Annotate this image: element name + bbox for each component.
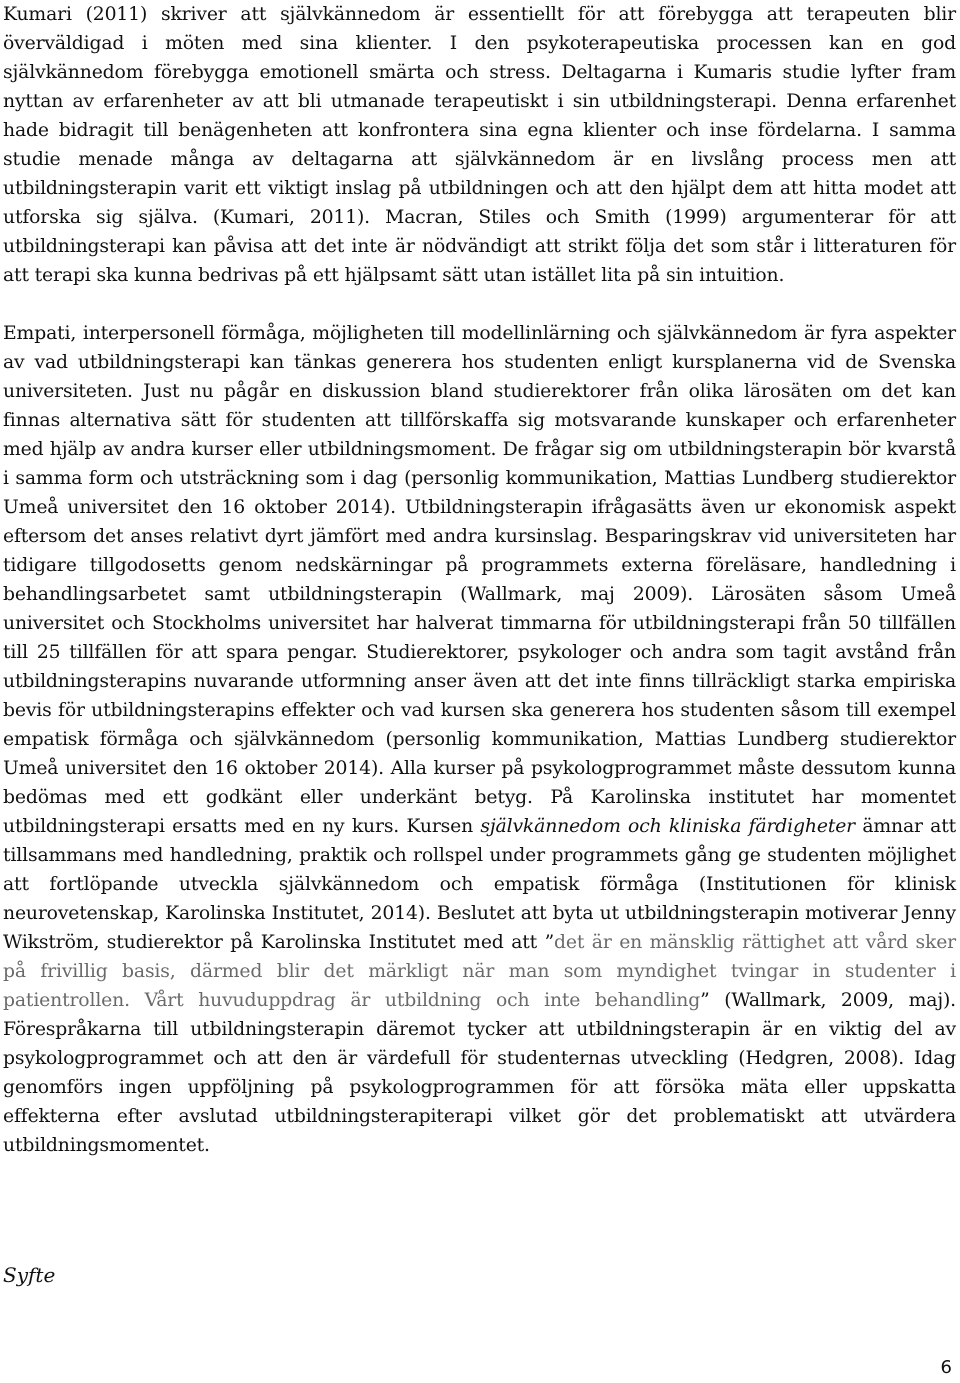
course-title: självkännedom och kliniska färdigheter <box>480 816 856 837</box>
document-body <box>3 0 956 1160</box>
paragraph-text-part-2: ämnar att tillsammans med handledning, praktik och rollspel under programmets gång ge studenten möjlighet att fortlöpande utveckla självkännedom och empatisk förmåga (Institutionen för klinisk neurovetenskap, Karolinska Institutet, 2014). Beslutet att byta ut utbildningsterapin motiverar Jenny Wikström, studierektor på Karolinska Institutet med att ” <box>3 816 956 953</box>
paragraph-kumari: Kumari (2011) skriver att självkännedom är essentiellt för att förebygga att terapeuten blir överväldigad i möten med sina klienter. I den psykoterapeutiska processen kan en god självkännedom förebygga emotionell smärta och stress. Deltagarna i Kumaris studie lyfter fram nyttan av erfarenheter av att bli utmanade terapeutiskt i sin utbildningsterapi. Denna erfarenhet hade bidragit till benägenheten att konfrontera sina egna klienter och inse fördelarna. I samma studie menade många av deltagarna att självkännedom är en livslång process men att utbildningsterapin varit ett viktigt inslag på utbildningen och att den hjälpt dem att hitta modet att utforska sig själva. (Kumari, 2011). Macran, Stiles och Smith (1999) argumenterar för att utbildningsterapi kan påvisa att det inte är nödvändigt att strikt följa det som står i litteraturen för att terapi ska kunna bedrivas på ett hjälpsamt sätt utan istället lita på sin intuition. <box>3 4 956 286</box>
paragraph-training-therapy <box>3 319 956 1160</box>
paragraph-text-part-3: ” (Wallmark, 2009, maj). Förespråkarna till utbildningsterapin däremot tycker att utbildningsterapin är en viktig del av psykologprogrammet och att den är värdefull för studenternas utveckling (Hedgren, 2008). Idag genomförs ingen uppföljning på psykologprogrammen för att försöka mäta eller uppskatta effekterna efter avslutad utbildningsterapiterapi vilket gör det problematiskt att utvärdera utbildningsmomentet. <box>3 990 956 1156</box>
quoted-statement: det är en mänsklig rättighet att vård sker på frivillig basis, därmed blir det märkligt när man som myndighet tvingar in studenter i patientrollen. Vårt huvuduppdrag är utbildning och inte behandling <box>3 932 956 1011</box>
paragraph-text-part-1: Empati, interpersonell förmåga, möjligheten till modellinlärning och självkännedom är fyra aspekter av vad utbildningsterapi kan tänkas generera hos studenten enligt kursplanerna vid de Svenska universiteten. Just nu pågår en diskussion bland studierektorer från olika lärosäten om det kan finnas alternativa sätt för studenten att tillförskaffa sig motsvarande kunskaper och erfarenheter med hjälp av andra kurser eller utbildningsmoment. De frågar sig om utbildningsterapin bör kvarstå i samma form och utsträckning som i dag (personlig kommunikation, Mattias Lundberg studierektor Umeå universitet den 16 oktober 2014). Utbildningsterapin ifrågasätts även ur ekonomisk aspekt eftersom det anses relativt dyrt jämfört med andra kursinslag. Besparingskrav vid universiteten har tidigare tillgodosetts genom nedskärningar på programmets externa föreläsare, handledning i behandlingsarbetet samt utbildningsterapin (Wallmark, maj 2009). Lärosäten såsom Umeå universitet och Stockholms universitet har halverat timmarna för utbildningsterapi från 50 tillfällen till 25 tillfällen för att spara pengar. Studierektorer, psykologer och andra som tagit avstånd från utbildningsterapins nuvarande utformning anser även att det inte finns tillräckligt starka empiriska bevis för utbildningsterapins effekter och vad kursen ska generera hos studenten såsom till exempel empatisk förmåga och självkännedom (personlig kommunikation, Mattias Lundberg studierektor Umeå universitet den 16 oktober 2014). Alla kurser på psykologprogrammet måste dessutom kunna bedömas med ett godkänt eller underkänt betyg. På Karolinska institutet har momentet utbildningsterapi ersatts med en ny kurs. Kursen <box>3 323 956 837</box>
page-number: 6 <box>940 1357 952 1378</box>
section-heading-syfte: Syfte <box>3 1263 56 1287</box>
